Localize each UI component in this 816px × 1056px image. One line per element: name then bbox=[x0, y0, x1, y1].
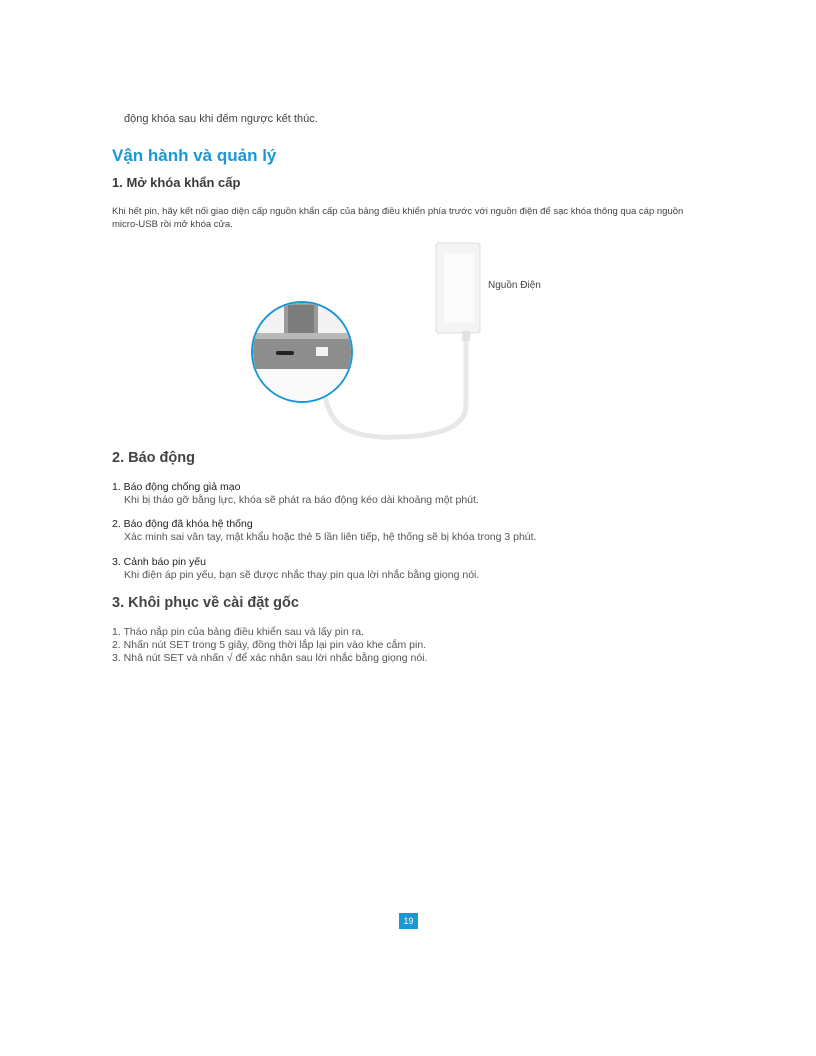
figure-label: Nguồn Điện bbox=[488, 280, 541, 291]
reset-step: 1. Tháo nắp pin của bảng điều khiển sau và lấy pin ra. bbox=[112, 626, 364, 638]
reset-heading: 3. Khôi phục về cài đặt gốc bbox=[112, 595, 299, 611]
alarm-item-desc: Xác minh sai vân tay, mật khẩu hoặc thẻ 5 lần liên tiếp, hệ thống sẽ bị khóa trong 3 phút. bbox=[124, 531, 537, 543]
alarm-item-desc: Khi điện áp pin yếu, bạn sẽ được nhắc thay pin qua lời nhắc bằng giọng nói. bbox=[124, 569, 480, 581]
charging-illustration bbox=[240, 235, 500, 445]
alarm-item-desc: Khi bị tháo gỡ bằng lực, khóa sẽ phát ra báo động kéo dài khoảng một phút. bbox=[124, 494, 479, 506]
alarm-item-title: 1. Báo động chống giả mạo bbox=[112, 481, 241, 493]
reset-step: 3. Nhả nút SET và nhấn √ để xác nhận sau lời nhắc bằng giọng nói. bbox=[112, 652, 428, 664]
emergency-paragraph: Khi hết pin, hãy kết nối giao diện cấp nguồn khẩn cấp của bảng điều khiển phía trước với nguồn điện để sạc khóa thông qua cáp nguồn micro-USB rồi mở khóa cửa. bbox=[112, 206, 684, 230]
section-title: Vận hành và quản lý bbox=[112, 146, 277, 165]
emergency-heading: 1. Mở khóa khẩn cấp bbox=[112, 175, 241, 190]
intro-line: động khóa sau khi đếm ngược kết thúc. bbox=[124, 113, 318, 125]
alarm-item-title: 3. Cảnh báo pin yếu bbox=[112, 556, 206, 568]
alarm-item-title: 2. Báo động đã khóa hệ thống bbox=[112, 518, 253, 530]
page-number: 19 bbox=[399, 913, 418, 929]
alarm-heading: 2. Báo động bbox=[112, 450, 195, 466]
reset-step: 2. Nhấn nút SET trong 5 giây, đồng thời lắp lại pin vào khe cắm pin. bbox=[112, 639, 427, 651]
